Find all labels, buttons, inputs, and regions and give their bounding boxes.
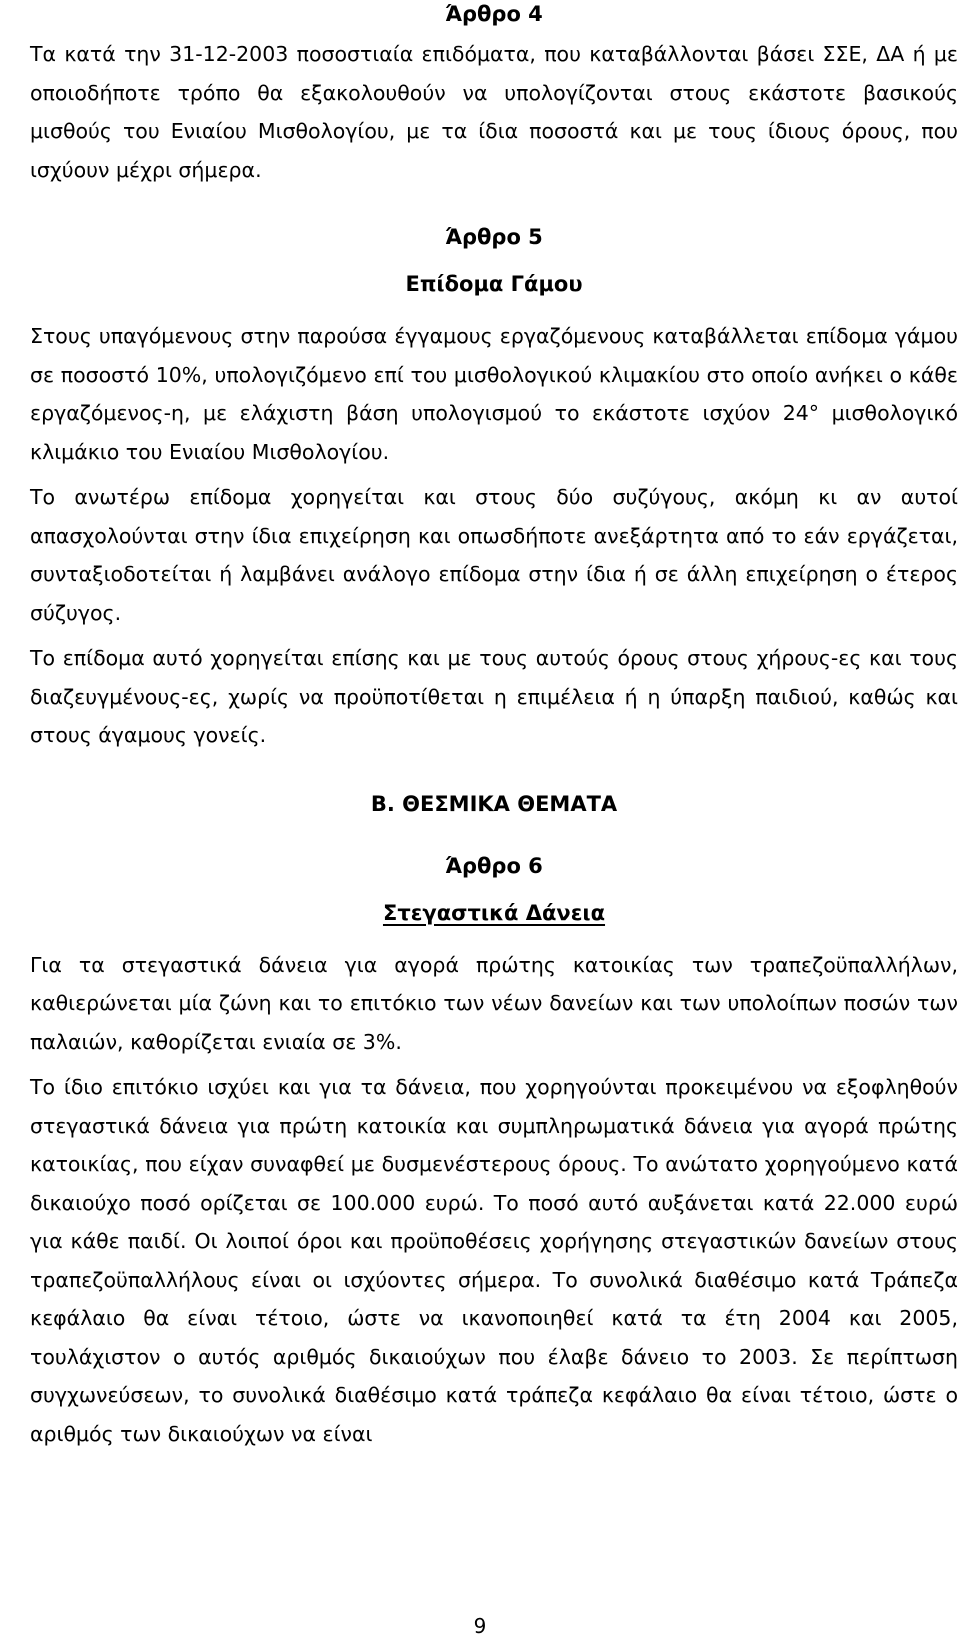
document-body bbox=[30, 0, 958, 1453]
article-6-heading: Άρθρο 6 bbox=[445, 853, 543, 878]
article-5-paragraph-2: Το ανωτέρω επίδομα χορηγείται και στους δύο συζύγους, ακόμη κι αν αυτοί απασχολούνται στην ίδια επιχείρηση και οπωσδήποτε ανεξάρτητα από το εάν εργάζεται, συνταξιοδοτείται ή λαμβάνει ανάλογο επίδομα στην ίδια ή σε άλλη επιχείρηση ο έτερος σύζυγος. bbox=[30, 485, 958, 625]
article-5-paragraph-1: Στους υπαγόμενους στην παρούσα έγγαμους εργαζόμενους καταβάλλεται επίδομα γάμου σε ποσοστό 10%, υπολογιζόμενο επί του μισθολογικού κλιμακίου στο οποίο ανήκει ο κάθε εργαζόμενος-η, με ελάχιστη βάση υπολογισμού το εκάστοτε ισχύον 24° μισθολογικό κλιμάκιο του Ενιαίου Μισθολογίου. bbox=[30, 324, 958, 464]
article-6-paragraph-2: Το ίδιο επιτόκιο ισχύει και για τα δάνεια, που χορηγούνται προκειμένου να εξοφληθούν στεγαστικά δάνεια για πρώτη κατοικία και συμπληρωματικά δάνεια για αγορά πρώτης κατοικίας, που είχαν συναφθεί με δυσμενέστερους όρους. Το ανώτατο χορηγούμενο κατά δικαιούχο ποσό ορίζεται σε 100.000 ευρώ. Το ποσό αυτό αυξάνεται κατά 22.000 ευρώ για κάθε παιδί. Οι λοιποί όροι και προϋποθέσεις χορήγησης στεγαστικών δανείων στους τραπεζοϋπαλλήλους είναι οι ισχύοντες σήμερα. Το συνολικά διαθέσιμο κατά Τράπεζα κεφάλαιο θα είναι τέτοιο, ώστε να ικανοποιηθεί κατά τα έτη 2004 και 2005, τουλάχιστον ο αυτός αριθμός δικαιούχων που έλαβε δάνειο το 2003. Σε περίπτωση συγχωνεύσεων, το συνολικά διαθέσιμο κατά τράπεζα κεφάλαιο θα είναι τέτοιο, ώστε ο αριθμός των δικαιούχων να είναι bbox=[30, 1075, 958, 1446]
article-4-heading: Άρθρο 4 bbox=[445, 2, 543, 26]
section-b-heading: Β. ΘΕΣΜΙΚΑ ΘΕΜΑΤΑ bbox=[370, 791, 618, 816]
article-4-paragraph: Τα κατά την 31-12-2003 ποσοστιαία επιδόματα, που καταβάλλονται βάσει ΣΣΕ, ΔΑ ή με οποιοδήποτε τρόπο θα εξακολουθούν να υπολογίζονται στους εκάστοτε βασικούς μισθούς του Ενιαίου Μισθολογίου, με τα ίδια ποσοστά και με τους ίδιους όρους, που ισχύουν μέχρι σήμερα. bbox=[30, 42, 958, 182]
article-5-paragraph-3: Το επίδομα αυτό χορηγείται επίσης και με τους αυτούς όρους στους χήρους-ες και τους διαζευγμένους-ες, χωρίς να προϋποτίθεται η επιμέλεια ή η ύπαρξη παιδιού, καθώς και στους άγαμους γονείς. bbox=[30, 646, 958, 747]
article-5-subheading: Επίδομα Γάμου bbox=[405, 272, 583, 296]
article-6-paragraph-1: Για τα στεγαστικά δάνεια για αγορά πρώτης κατοικίας των τραπεζοϋπαλλήλων, καθιερώνεται μία ζώνη και το επιτόκιο των νέων δανείων και των υπολοίπων ποσών των παλαιών, καθορίζεται ενιαία σε 3%. bbox=[30, 952, 958, 1054]
page-number: 9 bbox=[473, 1614, 487, 1638]
article-5-heading: Άρθρο 5 bbox=[445, 225, 543, 249]
article-6-subheading: Στεγαστικά Δάνεια bbox=[382, 900, 606, 925]
